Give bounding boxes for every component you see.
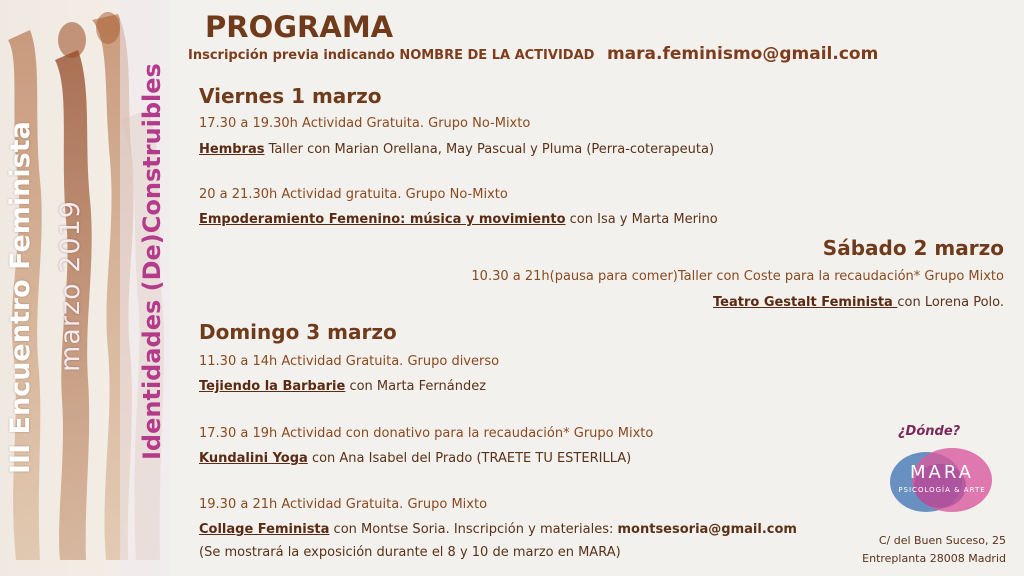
registration-email-link[interactable]: mara.feminismo@gmail.com (606, 44, 879, 64)
activity-detail: con Montse Soria. Inscripción y materiales: (329, 522, 618, 537)
activity-hembras (199, 142, 714, 157)
activity-time: 11.30 a 14h Actividad Gratuita. Grupo diverso (199, 354, 500, 369)
day-heading-sabado: Sábado 2 marzo (822, 236, 1004, 260)
venue-address (862, 532, 1006, 568)
activity-detail: con Isa y Marta Merino (565, 212, 718, 227)
day-heading-domingo: Domingo 3 marzo (199, 320, 397, 344)
activity-title: Empoderamiento Femenino: música y movimiento (199, 212, 566, 227)
activity-title: Hembras (199, 142, 265, 157)
activity-time: 20 a 21.30h Actividad gratuita. Grupo No-Mixto (199, 187, 508, 202)
activity-time: 19.30 a 21h Actividad Gratuita. Grupo Mixto (199, 497, 488, 512)
activity-time: 17.30 a 19.30h Actividad Gratuita. Grupo No-Mixto (199, 116, 531, 131)
where-heading: ¿Dónde? (898, 424, 961, 439)
activity-time: 17.30 a 19h Actividad con donativo para la recaudación* Grupo Mixto (199, 426, 654, 441)
address-line-1: C/ del Buen Suceso, 25 (878, 534, 1006, 547)
side-artwork (0, 0, 170, 576)
activity-time: 10.30 a 21h(pausa para comer)Taller con Coste para la recaudación* Grupo Mixto (471, 269, 1004, 284)
side-date: marzo 2019 (55, 200, 86, 372)
collage-email-link[interactable]: montsesoria@gmail.com (617, 522, 797, 537)
activity-detail: con Lorena Polo. (897, 295, 1004, 310)
address-line-2: Entreplanta 28008 Madrid (862, 552, 1006, 565)
activity-detail: con Marta Fernández (345, 379, 487, 394)
activity-kundalini (199, 451, 631, 466)
page-title: PROGRAMA (205, 10, 394, 44)
logo-subtitle: PSICOLOGÍA & ARTE (898, 486, 986, 494)
activity-empoderamiento (199, 212, 718, 227)
side-title-encuentro: III Encuentro Feminista (5, 121, 36, 474)
activity-title: Teatro Gestalt Feminista (713, 295, 898, 310)
activity-title: Kundalini Yoga (199, 451, 308, 466)
registration-text: Inscripción previa indicando NOMBRE DE LA ACTIVIDAD (188, 48, 595, 63)
day-heading-viernes: Viernes 1 marzo (199, 84, 382, 108)
mara-logo (882, 446, 1002, 518)
activity-collage (199, 522, 797, 537)
activity-title: Collage Feminista (199, 522, 330, 537)
activity-tejiendo (199, 379, 486, 394)
activity-title: Tejiendo la Barbarie (199, 379, 346, 394)
logo-name: MARA (910, 462, 974, 483)
registration-line (188, 44, 878, 64)
side-theme: Identidades (De)Construibles (138, 63, 166, 460)
activity-teatro-gestalt (713, 295, 1004, 310)
activity-detail: con Ana Isabel del Prado (TRAETE TU ESTERILLA) (307, 451, 632, 466)
activity-detail: Taller con Marian Orellana, May Pascual y Pluma (Perra-coterapeuta) (264, 142, 715, 157)
activity-note: (Se mostrará la exposición durante el 8 y 10 de marzo en MARA) (199, 545, 621, 560)
